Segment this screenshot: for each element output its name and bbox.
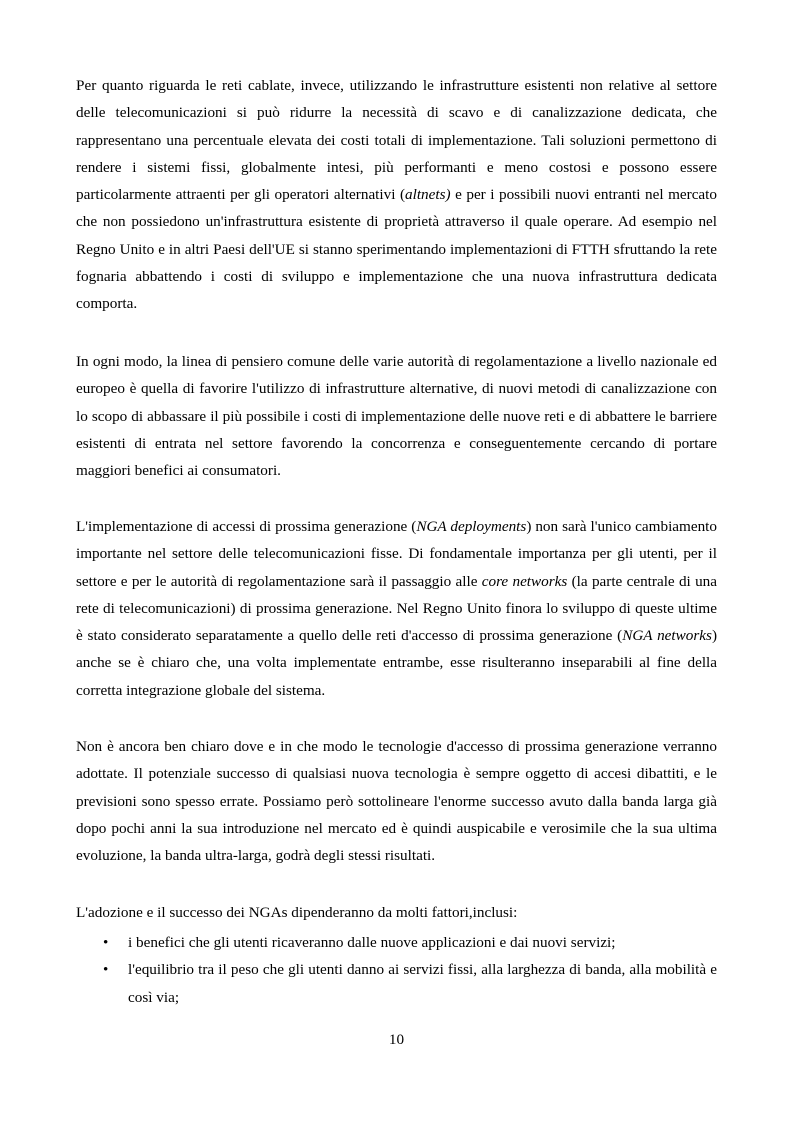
paragraph-wired-networks: [76, 72, 717, 318]
paragraph-adoption-factors: L'adozione e il successo dei NGAs dipenderanno da molti fattori,inclusi:: [76, 904, 518, 921]
emphasis-core-networks: core networks: [481, 572, 568, 590]
paragraph-regulatory-view: In ogni modo, la linea di pensiero comune delle varie autorità di regolamentazione a livello nazionale ed europeo è quella di favorire l'utilizzo di infrastrutture alternative, di nuovi metodi di canalizzazione con lo scopo di abbassare il più possibile i costi di implementazione delle nuove reti e di abbattere le barriere esistenti di entrata nel settore favorendo la concorrenza e conseguentemente cercando di portare maggiori benefici ai consumatori.: [76, 353, 717, 480]
paragraph-text: L'implementazione di accessi di prossima generazione (: [76, 518, 417, 535]
paragraph-nga-deployments: [76, 513, 717, 704]
paragraph-text: e per i possibili nuovi entranti nel mercato che non possiedono un'infrastruttura esistente di proprietà attraverso il quale operare. Ad esempio nel Regno Unito e in altri Paesi dell'UE si stanno sperimentando implementazioni di FTTH sfruttando la rete fognaria abbattendo i costi di sviluppo e implementazione che una nuova infrastruttura dedicata comporta.: [76, 186, 717, 313]
paragraph-adoption-uncertainty: Non è ancora ben chiaro dove e in che modo le tecnologie d'accesso di prossima generazione verranno adottate. Il potenziale successo di qualsiasi nuova tecnologia è sempre oggetto di accesi dibattiti, e le previsioni sono spesso errate. Possiamo però sottolineare l'enorme successo avuto dalla banda larga già dopo pochi anni la sua introduzione nel mercato ed è quindi auspicabile e verosimile che la sua ultima evoluzione, la banda ultra-larga, godrà degli stessi risultati.: [76, 738, 717, 865]
page-number: 10: [388, 1031, 405, 1048]
paragraph-text: (la parte centrale di una rete di telecomunicazioni) di prossima generazione. Nel Regno Unito finora lo sviluppo di queste ultime è stato considerato separatamente a quello delle reti d'accesso di prossima generazione (: [76, 572, 718, 645]
paragraph-text: ) non sarà l'unico cambiamento importante nel settore delle telecomunicazioni fisse. Di fondamentale importanza per gli utenti, per il settore e per le autorità di regolamentazione sarà il passaggio alle: [76, 518, 717, 590]
list-item: [76, 956, 717, 1011]
paragraph-text: Per quanto riguarda le reti cablate, invece, utilizzando le infrastrutture esistenti non relative al settore delle telecomunicazioni si può ridurre la necessità di scavo e di canalizzazione dedicata, che rappresentano una percentuale elevata dei costi totali di implementazione. Tali soluzioni permettono di rendere i sistemi fissi, globalmente intesi, più performanti e meno costosi e possono essere particolarmente attraenti per gli operatori alternativi (: [76, 77, 717, 204]
bullet-icon: •: [103, 934, 109, 951]
emphasis-nga-deployments: NGA deployments: [416, 518, 527, 535]
emphasis-nga-networks: NGA networks: [622, 627, 712, 645]
factors-bullet-list: [76, 929, 717, 1011]
emphasis-altnets: altnets): [405, 186, 451, 204]
list-item-text: i benefici che gli utenti ricaveranno dalle nuove applicazioni e dai nuovi servizi;: [128, 934, 616, 951]
paragraph-text: ) anche se è chiaro che, una volta implementate entrambe, esse risulteranno inseparabili al fine della corretta integrazione globale del sistema.: [76, 627, 717, 699]
list-item: [76, 929, 717, 956]
list-item-text: l'equilibrio tra il peso che gli utenti danno ai servizi fissi, alla larghezza di banda, alla mobilità e così via;: [128, 961, 717, 1006]
bullet-icon: •: [103, 961, 109, 979]
